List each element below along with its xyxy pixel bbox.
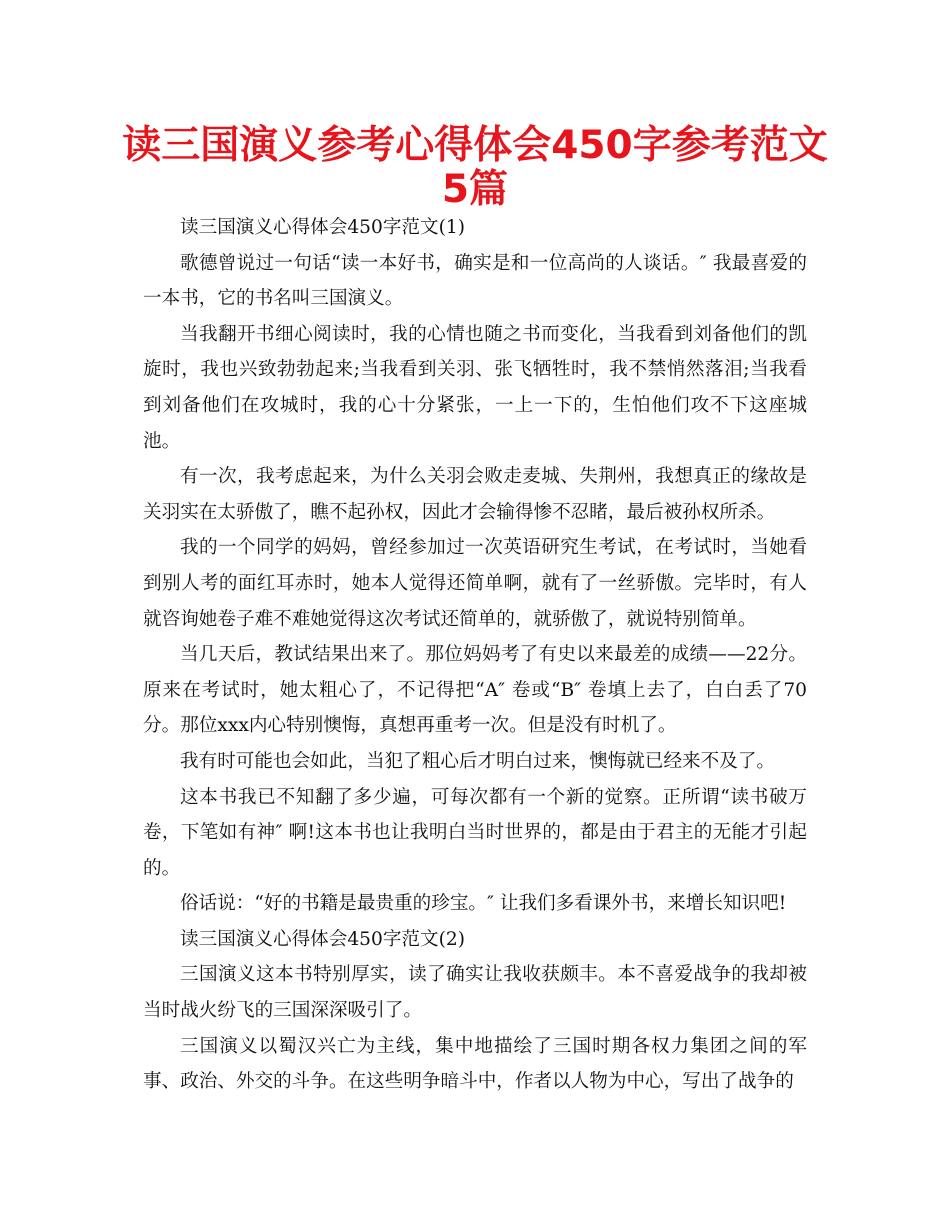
paragraph-line: 三国演义以蜀汉兴亡为主线，集中地描绘了三国时期各权力集团之间的军	[180, 1035, 807, 1057]
paragraph-line: 池。	[143, 430, 181, 452]
paragraph-line: 关羽实在太骄傲了，瞧不起孙权，因此才会输得惨不忍睹，最后被孙权所杀。	[143, 501, 776, 523]
document-body	[143, 210, 807, 1100]
paragraph	[143, 780, 807, 887]
paragraph	[143, 317, 807, 459]
paragraph-line: 分。那位xxx内心特别懊悔，真想再重考一次。但是没有时机了。	[143, 715, 677, 737]
paragraph-line: 当我翻开书细心阅读时，我的心情也随之书而变化，当我看到刘备他们的凯	[180, 323, 807, 345]
paragraph-line: 俗话说：“好的书籍是最贵重的珍宝。″ 让我们多看课外书，来增长知识吧!	[180, 893, 787, 915]
paragraph-line: 到刘备他们在攻城时，我的心十分紧张，一上一下的，生怕他们攻不下这座城	[143, 394, 807, 416]
paragraph	[143, 922, 807, 958]
paragraph-line: 歌德曾说过一句话“读一本好书，确实是和一位高尚的人谈话。″ 我最喜爱的	[180, 252, 807, 274]
paragraph	[143, 210, 807, 246]
paragraph	[143, 1029, 807, 1100]
paragraph-line: 读三国演义心得体会450字范文(1)	[180, 217, 465, 238]
paragraph-line: 我的一个同学的妈妈，曾经参加过一次英语研究生考试，在考试时，当她看	[180, 537, 807, 559]
paragraph-line: 到别人考的面红耳赤时，她本人觉得还简单啊，就有了一丝骄傲。完毕时，有人	[143, 572, 807, 594]
paragraph-line: 我有时可能也会如此，当犯了粗心后才明白过来，懊悔就已经来不及了。	[180, 750, 776, 772]
paragraph-line: 事、政治、外交的斗争。在这些明争暗斗中，作者以人物为中心，写出了战争的	[143, 1071, 794, 1093]
paragraph	[143, 530, 807, 637]
paragraph-line: 就咨询她卷子难不难她觉得这次考试还简单的，就骄傲了，就说特别简单。	[143, 608, 757, 630]
paragraph-line: 读三国演义心得体会450字范文(2)	[180, 928, 465, 950]
paragraph-line: 当几天后，教试结果出来了。那位妈妈考了有史以来最差的成绩——22分。	[180, 644, 807, 666]
paragraph	[143, 886, 807, 922]
paragraph-line: 有一次，我考虑起来，为什么关羽会败走麦城、失荆州，我想真正的缘故是	[180, 466, 807, 488]
paragraph	[143, 246, 807, 317]
paragraph	[143, 744, 807, 780]
paragraph-line: 一本书，它的书名叫三国演义。	[143, 288, 404, 310]
paragraph-line: 三国演义这本书特别厚实，读了确实让我收获颇丰。本不喜爱战争的我却被	[180, 964, 807, 986]
paragraph-line: 这本书我已不知翻了多少遍，可每次都有一个新的觉察。正所谓“读书破万	[180, 786, 807, 808]
paragraph-line: 原来在考试时，她太粗心了，不记得把“A″ 卷或“B″ 卷填上去了，白白丢了70	[143, 679, 807, 701]
paragraph	[143, 957, 807, 1028]
paragraph-line: 卷，下笔如有神″ 啊!这本书也让我明白当时世界的，都是由于君主的无能才引起	[143, 822, 807, 844]
paragraph-line: 旋时，我也兴致勃勃起来;当我看到关羽、张飞牺牲时，我不禁悄然落泪;当我看	[143, 359, 807, 381]
title-line-2: 5篇	[441, 167, 509, 212]
title-line-1: 读三国演义参考心得体会450字参考范文	[122, 123, 828, 168]
paragraph-line: 的。	[143, 857, 181, 879]
paragraph-line: 当时战火纷飞的三国深深吸引了。	[143, 1000, 422, 1022]
paragraph	[143, 459, 807, 530]
paragraph	[143, 637, 807, 744]
document-title	[120, 124, 830, 212]
